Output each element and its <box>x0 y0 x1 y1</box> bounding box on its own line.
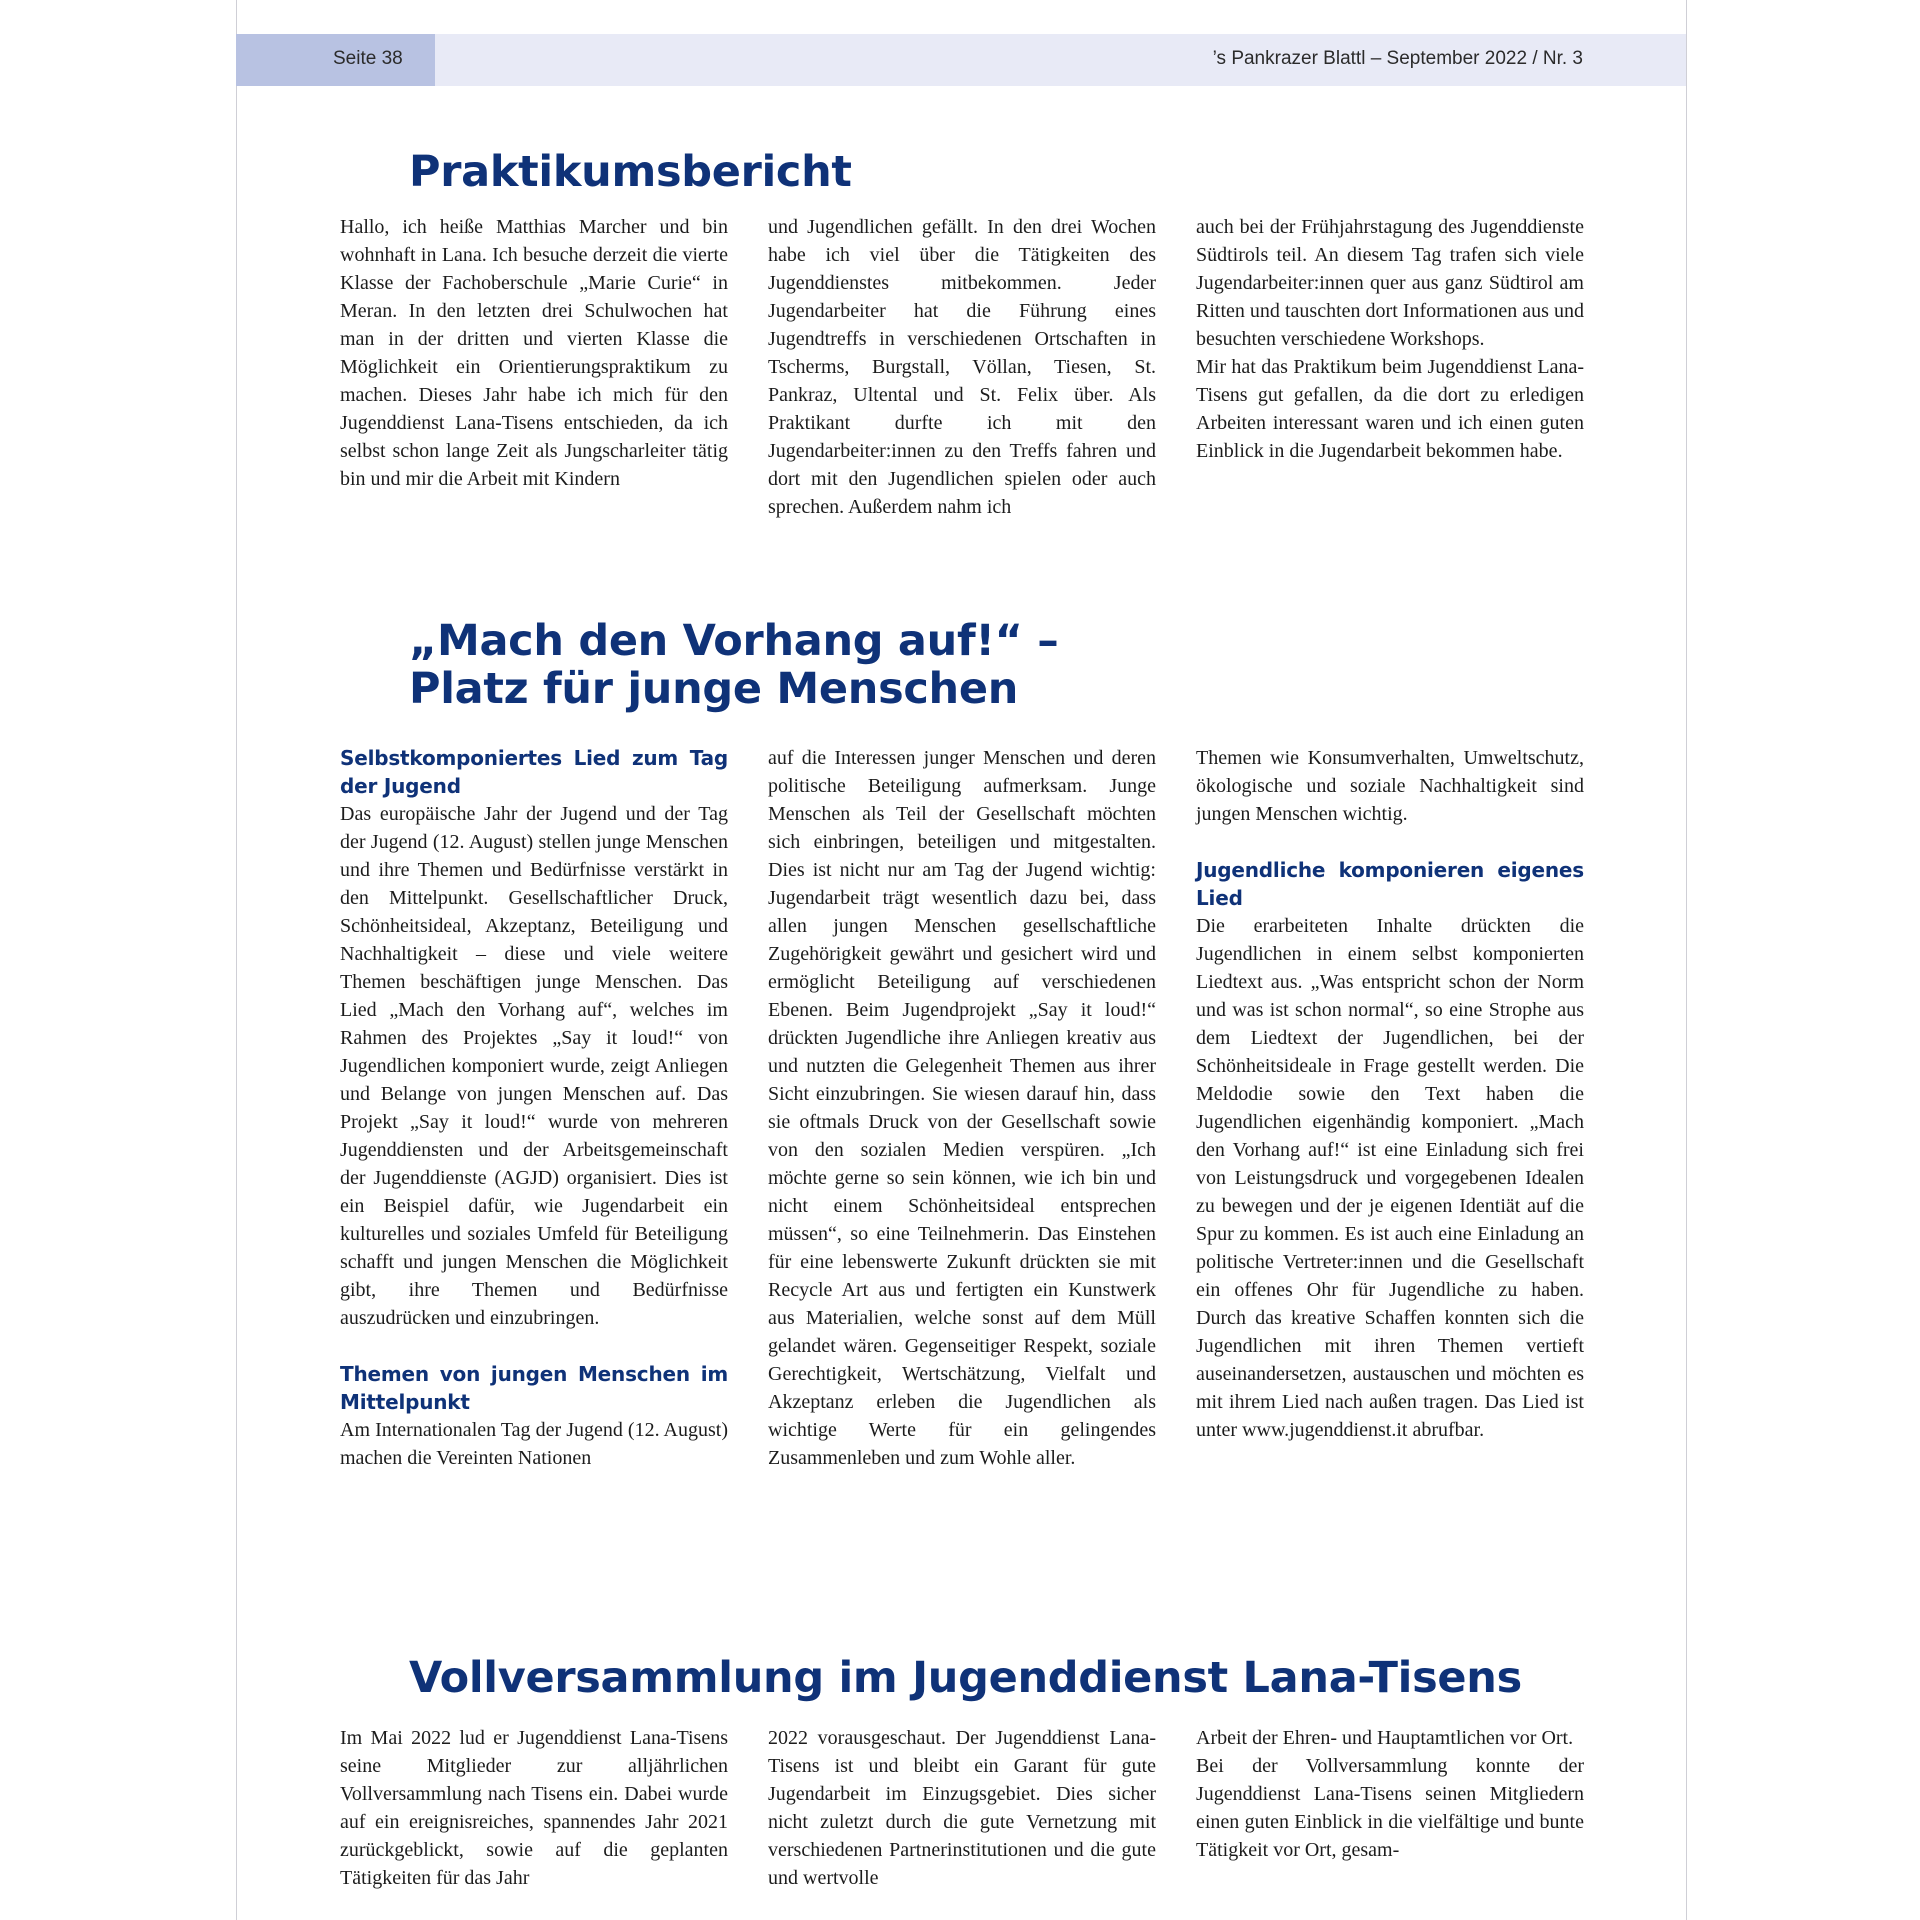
article-3-column-2 <box>768 1724 1156 1892</box>
article-2-col1-para-2: Am Internationalen Tag der Jugend (12. August) machen die Vereinten Nationen <box>340 1419 728 1469</box>
article-2-column-3 <box>1196 744 1584 1444</box>
page-number: Seite 38 <box>333 48 403 69</box>
article-2-column-2 <box>768 744 1156 1472</box>
article-2-col1-para-1: Das europäische Jahr der Jugend und der Tag der Jugend (12. August) stellen junge Menschen und ihre Themen und Bedürfnisse verstärkt in den Mittelpunkt. Gesellschaftlicher Druck, Schönheitsideal, Akzeptanz, Beteiligung und Nachhaltigkeit – diese und viele weitere Themen beschäftigen junge Menschen. Das Lied „Mach den Vorhang auf“, welches im Rahmen des Projektes „Say it loud!“ von Jugendlichen komponiert wurde, zeigt Anliegen und Belange von jungen Menschen auf. Das Projekt „Say it loud!“ wurde von mehreren Jugenddiensten und der Arbeitsgemeinschaft der Jugenddienste (AGJD) organisiert. Dies ist ein Beispiel dafür, wie Jugendarbeit ein kulturelles und soziales Umfeld für Beteiligung schafft und jungen Menschen die Möglichkeit gibt, ihre Themen und Bedürfnisse auszudrücken und einzubringen. <box>340 803 728 1329</box>
article-3-column-3 <box>1196 1724 1584 1864</box>
article-2-subheading-1: Selbstkomponiertes Lied zum Tag der Jugend <box>340 746 728 798</box>
article-3-col3-para-2: Bei der Vollversammlung konnte der Jugenddienst Lana-Tisens seinen Mitgliedern einen guten Einblick in die vielfältige und bunte Tätigkeit vor Ort, gesam- <box>1196 1755 1584 1861</box>
article-1-column-1 <box>340 213 728 493</box>
article-2-col3-para-2: Die erarbeiteten Inhalte drückten die Jugendlichen in einem selbst komponierten Liedtext aus. „Was entspricht schon der Norm und was ist schon normal“, so eine Strophe aus dem Liedtext der Jugendlichen, bei der Schönheitsideale in Frage gestellt werden. Die Meldodie sowie den Text haben die Jugendlichen eigenhändig komponiert. „Mach den Vorhang auf!“ ist eine Einladung sich frei von Leistungsdruck und vorgegebenen Idealen zu bewegen und der je eigenen Identiät auf die Spur zu kommen. Es ist auch eine Einladung an politische Vertreter:innen und die Gesellschaft ein offenes Ohr für Jugendliche zu haben. Durch das kreative Schaffen konnten sich die Jugendlichen mit ihren Themen vertieft auseinandersetzen, austauschen und möchten es mit ihrem Lied nach außen tragen. Das Lied ist unter www.jugenddienst.it abrufbar. <box>1196 915 1584 1441</box>
article-2-column-1 <box>340 744 728 1472</box>
article-1-col3-para-1: auch bei der Frühjahrstagung des Jugenddienste Südtirols teil. An diesem Tag trafen sich viele Jugendarbeiter:innen quer aus ganz Südtirol am Ritten und tauschten dort Informationen aus und besuchten verschiedene Workshops. <box>1196 216 1584 350</box>
article-1-col2-text: und Jugendlichen gefällt. In den drei Wochen habe ich viel über die Tätigkeiten des Jugenddienstes mitbekommen. Jeder Jugendarbeiter hat die Führung eines Jugendtreffs in verschiedenen Ortschaften in Tscherms, Burgstall, Völlan, Tiesen, St. Pankraz, Ultental und St. Felix über. Als Praktikant durfte ich mit den Jugendarbeiter:innen zu den Treffs fahren und dort mit den Jugendlichen spielen oder auch sprechen. Außerdem nahm ich <box>768 216 1156 518</box>
article-3-col3-para-1: Arbeit der Ehren- und Hauptamtlichen vor Ort. <box>1196 1727 1574 1749</box>
paragraph-gap <box>1196 828 1584 856</box>
article-3-title: Vollversammlung im Jugenddienst Lana-Tisens <box>409 1653 1522 1703</box>
article-1-column-2 <box>768 213 1156 521</box>
page-edge-left <box>236 0 237 1920</box>
article-1-col3-para-2: Mir hat das Praktikum beim Jugenddienst Lana-Tisens gut gefallen, da die dort zu erledigen Arbeiten interessant waren und ich einen guten Einblick in die Jugendarbeit bekommen habe. <box>1196 356 1584 462</box>
article-3-col1-text: Im Mai 2022 lud er Jugenddienst Lana-Tisens seine Mitglieder zur alljährlichen Vollversammlung nach Tisens ein. Dabei wurde auf ein ereignisreiches, spannendes Jahr 2021 zurückgeblickt, sowie auf die geplanten Tätigkeiten für das Jahr <box>340 1727 728 1889</box>
article-2-title-line-1: „Mach den Vorhang auf!“ – <box>409 616 1059 666</box>
article-1-column-3 <box>1196 213 1584 465</box>
paragraph-gap <box>340 1332 728 1360</box>
article-3-col2-text: 2022 vorausgeschaut. Der Jugenddienst Lana-Tisens ist und bleibt ein Garant für gute Jugendarbeit im Einzugsgebiet. Dies sicher nicht zuletzt durch die gute Vernetzung mit verschiedenen Partnerinstitutionen und die gute und wertvolle <box>768 1727 1156 1889</box>
article-1-col1-text: Hallo, ich heiße Matthias Marcher und bin wohnhaft in Lana. Ich besuche derzeit die vierte Klasse der Fachoberschule „Marie Curie“ in Meran. In den letzten drei Schulwochen hat man in der dritten und vierten Klasse die Möglichkeit ein Orientierungspraktikum zu machen. Dieses Jahr habe ich mich für den Jugenddienst Lana-Tisens entschieden, da ich selbst schon lange Zeit als Jungscharleiter tätig bin und mir die Arbeit mit Kindern <box>340 216 728 490</box>
page-edge-right <box>1686 0 1687 1920</box>
article-1-title: Praktikumsbericht <box>409 147 852 197</box>
article-2-title-line-2: Platz für junge Menschen <box>409 664 1019 714</box>
article-2-col2-text: auf die Interessen junger Menschen und deren politische Beteiligung aufmerksam. Junge Menschen als Teil der Gesellschaft möchten sich einbringen, beteiligen und mitgestalten. Dies ist nicht nur am Tag der Jugend wichtig: Jugendarbeit trägt wesentlich dazu bei, dass allen jungen Menschen gesellschaftliche Zugehörigkeit gewährt und gesichert wird und ermöglicht Beteiligung auf verschiedenen Ebenen. Beim Jugendprojekt „Say it loud!“ drückten Jugendliche ihre Anliegen kreativ aus und nutzten die Gelegenheit Themen aus ihrer Sicht einzubringen. Sie wiesen darauf hin, dass sie oftmals Druck von der Gesellschaft sowie von den sozialen Medien verspüren. „Ich möchte gerne so sein können, wie ich bin und nicht einem Schönheitsideal entsprechen müssen“, so eine Teilnehmerin. Das Einstehen für eine lebenswerte Zukunft drückten sie mit Recycle Art aus und fertigten ein Kunstwerk aus Materialien, welche sonst auf dem Müll gelandet wären. Gegenseitiger Respekt, soziale Gerechtigkeit, Wertschätzung, Vielfalt und Akzeptanz erleben die Jugendlichen als wichtige Werte für ein gelingendes Zusammenleben und zum Wohle aller. <box>768 747 1156 1469</box>
publication-line: ’s Pankrazer Blattl – September 2022 / Nr. 3 <box>1212 48 1583 69</box>
article-2-subheading-2: Themen von jungen Menschen im Mittelpunkt <box>340 1362 728 1414</box>
article-3-column-1 <box>340 1724 728 1892</box>
article-2-subheading-3: Jugendliche komponieren eigenes Lied <box>1196 858 1584 910</box>
article-2-col3-para-1: Themen wie Konsumverhalten, Umweltschutz, ökologische und soziale Nachhaltigkeit sind jungen Menschen wichtig. <box>1196 747 1584 825</box>
article-2-title <box>409 617 1059 713</box>
